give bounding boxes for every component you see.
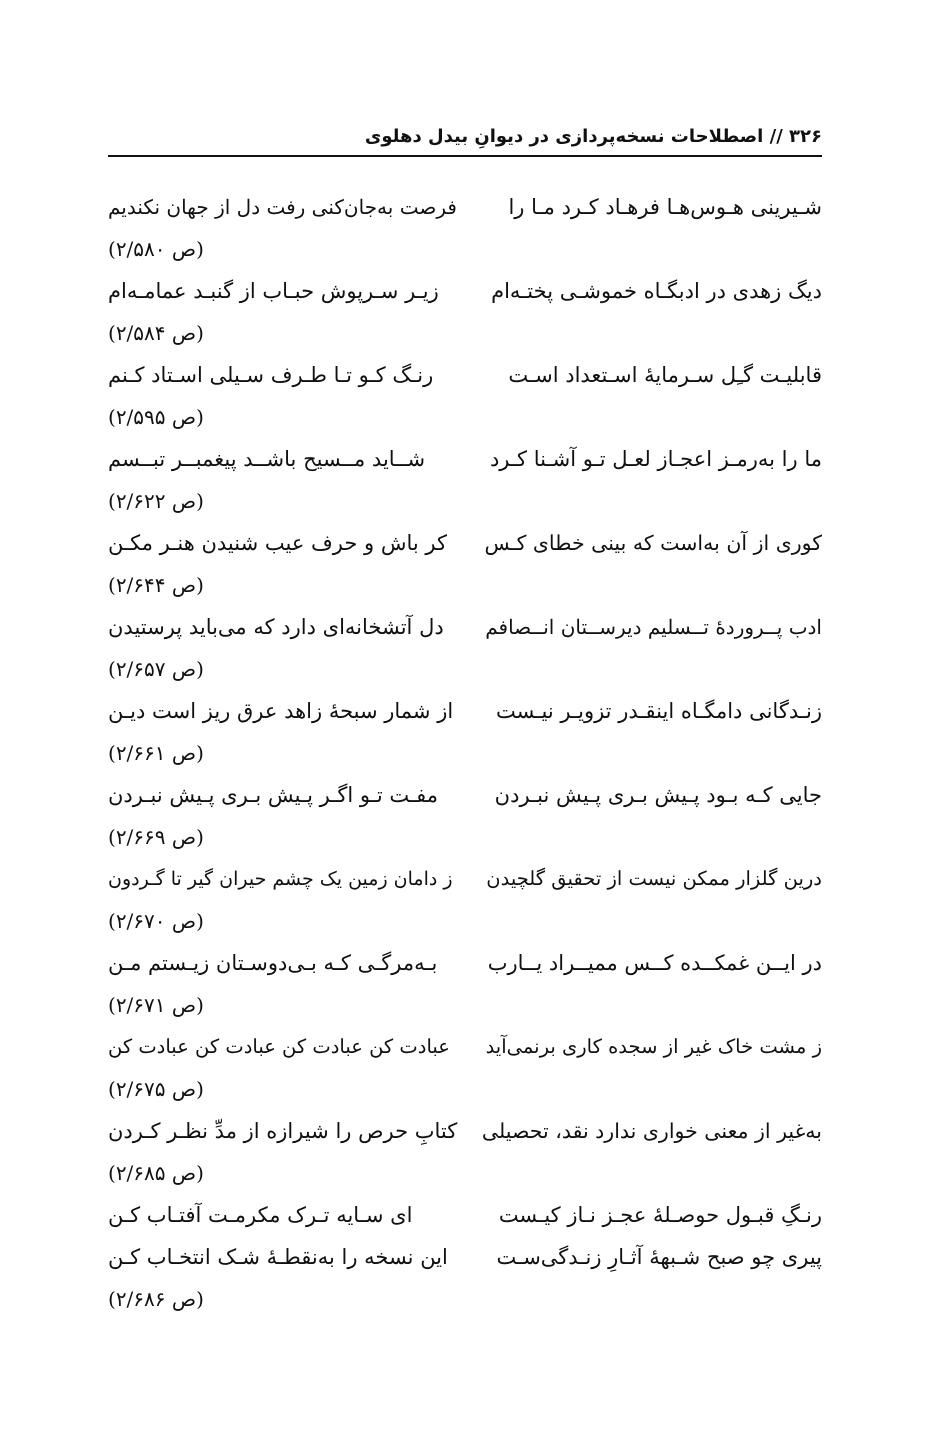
first-hemistich: جایی کـه بـود پـیش بـری پـیش نبـردن bbox=[494, 783, 822, 807]
first-hemistich: به‌غیر از معنی خواری ندارد نقد، تحصیلی bbox=[482, 1119, 822, 1143]
second-hemistich: ز دامان زمین یک چشم حیران گیر تا گـردون bbox=[108, 868, 453, 890]
verse-line bbox=[108, 270, 822, 312]
first-hemistich: ز مشت خاک غیر از سجده کاری برنمی‌آید bbox=[485, 1035, 822, 1058]
verse-line bbox=[108, 1236, 822, 1278]
page-reference: (ص ۲/۶۸۶) bbox=[108, 1287, 204, 1311]
first-hemistich: شـیرینی هـوس‌هـا فرهـاد کـرد مـا را bbox=[508, 195, 822, 219]
second-hemistich: فرصت به‌جان‌کنی رفت دل از جهان نکندیم bbox=[108, 195, 457, 219]
poem-entry bbox=[108, 1110, 822, 1194]
page-reference-row bbox=[108, 900, 822, 942]
first-hemistich: پیری چو صبح شـبههٔ آثـارِ زنـدگی‌سـت bbox=[496, 1245, 822, 1269]
poem-entry bbox=[108, 858, 822, 942]
page-reference: (ص ۲/۶۴۴) bbox=[108, 573, 204, 597]
verse-line bbox=[108, 606, 822, 648]
first-hemistich: رنـگِ قبـول حوصـلهٔ عجـز نـاز کیـست bbox=[498, 1203, 822, 1227]
second-hemistich: ای سـایه تـرک مکرمـت آفتـاب کـن bbox=[108, 1203, 413, 1227]
page-reference-row bbox=[108, 396, 822, 438]
running-header: ۳۲۶ // اصطلاحات نسخه‌پردازی در دیوانِ بیدل دهلوی bbox=[364, 126, 822, 147]
verse-line bbox=[108, 522, 822, 564]
verse-line bbox=[108, 186, 822, 228]
verse-line bbox=[108, 1026, 822, 1068]
page-reference-row bbox=[108, 480, 822, 522]
page-reference-row bbox=[108, 984, 822, 1026]
page-reference: (ص ۲/۵۸۰) bbox=[108, 237, 204, 261]
page-reference: (ص ۲/۶۷۵) bbox=[108, 1077, 204, 1101]
poem-entry bbox=[108, 942, 822, 1026]
verse-line bbox=[108, 942, 822, 984]
second-hemistich: زیـر سـرپوش حبـاب از گنبـد عمامـه‌ام bbox=[108, 279, 439, 303]
page-reference-row bbox=[108, 1278, 822, 1320]
second-hemistich: دل آتشخانه‌ای دارد که می‌باید پرستیدن bbox=[108, 615, 444, 639]
verse-line bbox=[108, 1194, 822, 1236]
poem-entry bbox=[108, 690, 822, 774]
second-hemistich: شــاید مــسیح باشــد پیغمبــر تبــسم bbox=[108, 447, 426, 471]
first-hemistich: زنـدگانی دامگـاه اینقـدر تزویـر نیـست bbox=[496, 699, 822, 723]
page-reference: (ص ۲/۶۶۱) bbox=[108, 741, 204, 765]
page-reference: (ص ۲/۵۹۵) bbox=[108, 405, 204, 429]
second-hemistich: کتابِ حرص را شیرازه از مدِّ نظـر کـردن bbox=[108, 1119, 458, 1143]
page-reference-row bbox=[108, 1068, 822, 1110]
poem-entry bbox=[108, 186, 822, 270]
poem-entry bbox=[108, 354, 822, 438]
page-reference-row bbox=[108, 1152, 822, 1194]
first-hemistich: کوری از آن به‌است که بینی خطای کـس bbox=[484, 531, 822, 555]
second-hemistich: بـه‌مرگـی کـه بـی‌دوسـتان زیـستم مـن bbox=[108, 951, 438, 975]
first-hemistich: ادب پــروردهٔ تــسلیم دیرســتان انــصافم bbox=[485, 615, 822, 639]
first-hemistich: قابلیـت گـِل سـرمایهٔ اسـتعداد اسـت bbox=[508, 363, 822, 387]
poem-entry bbox=[108, 270, 822, 354]
page-reference-row bbox=[108, 816, 822, 858]
header-rule bbox=[108, 155, 822, 157]
poem-list bbox=[108, 186, 822, 1320]
verse-line bbox=[108, 690, 822, 732]
second-hemistich: رنـگ کـو تـا طـرف سـیلی اسـتاد کـنم bbox=[108, 363, 434, 387]
page-reference-row bbox=[108, 312, 822, 354]
poem-entry bbox=[108, 606, 822, 690]
first-hemistich: در ایــن غمکــده کــس ممیــراد یــارب bbox=[487, 951, 822, 975]
page-reference-row bbox=[108, 648, 822, 690]
first-hemistich: درین گلزار ممکن نیست از تحقیق گلچیدن bbox=[486, 867, 822, 890]
page-reference: (ص ۲/۶۸۵) bbox=[108, 1161, 204, 1185]
verse-line bbox=[108, 354, 822, 396]
verse-line bbox=[108, 774, 822, 816]
second-hemistich: از شمار سبحهٔ زاهد عرق ریز است دیـن bbox=[108, 699, 454, 723]
poem-entry bbox=[108, 438, 822, 522]
first-hemistich: ما را به‌رمـز اعجـاز لعـل تـو آشـنا کـرد bbox=[489, 447, 822, 471]
page-reference: (ص ۲/۶۷۰) bbox=[108, 909, 204, 933]
second-hemistich: عبادت کن عبادت کن عبادت کن عبادت کن bbox=[108, 1035, 450, 1058]
second-hemistich: کر باش و حرف عیب شنیدن هنـر مکـن bbox=[108, 531, 448, 555]
page-reference: (ص ۲/۶۲۲) bbox=[108, 489, 204, 513]
poem-entry bbox=[108, 774, 822, 858]
verse-line bbox=[108, 438, 822, 480]
page-reference-row bbox=[108, 228, 822, 270]
poem-entry bbox=[108, 522, 822, 606]
poem-entry bbox=[108, 1026, 822, 1110]
page-reference: (ص ۲/۵۸۴) bbox=[108, 321, 204, 345]
page-reference: (ص ۲/۶۵۷) bbox=[108, 657, 204, 681]
verse-line bbox=[108, 858, 822, 900]
page-reference-row bbox=[108, 564, 822, 606]
page-reference: (ص ۲/۶۶۹) bbox=[108, 825, 204, 849]
second-hemistich: این نسخه را به‌نقطـهٔ شـک انتخـاب کـن bbox=[108, 1245, 448, 1269]
verse-line bbox=[108, 1110, 822, 1152]
second-hemistich: مفـت تـو اگـر پـیش بـری پـیش نبـردن bbox=[108, 783, 439, 807]
first-hemistich: دیگ زهدی در ادبگـاه خموشـی پختـه‌ام bbox=[491, 279, 822, 303]
poem-entry bbox=[108, 1194, 822, 1320]
page-reference: (ص ۲/۶۷۱) bbox=[108, 993, 204, 1017]
page-reference-row bbox=[108, 732, 822, 774]
